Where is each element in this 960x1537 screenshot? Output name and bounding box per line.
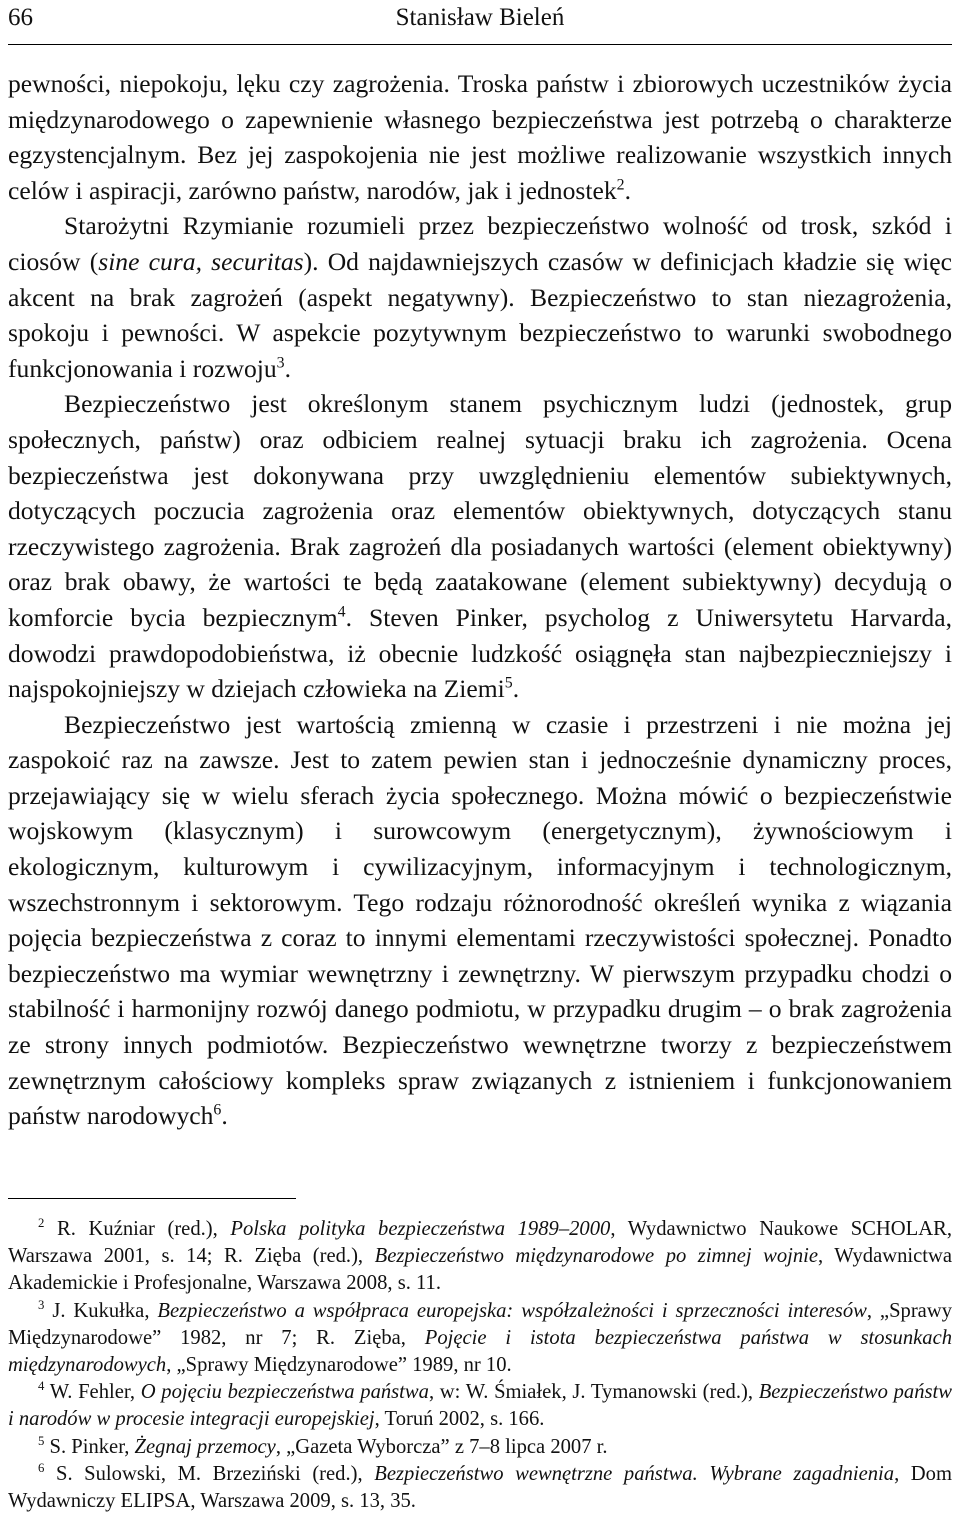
footnote-title: O pojęciu bezpieczeństwa państwa xyxy=(140,1381,429,1404)
paragraph-text: . xyxy=(512,674,520,704)
footnote-number: 5 xyxy=(38,1433,45,1448)
footnote-title: Bezpieczeństwo państw i narodów w procesie integracji europejskiej xyxy=(8,1381,952,1431)
footnote-separator xyxy=(8,1198,296,1199)
footnote-title: Bezpieczeństwo międzynarodowe po zimnej wojnie xyxy=(374,1245,819,1268)
footnote-number: 6 xyxy=(38,1460,45,1475)
footnote-number: 2 xyxy=(38,1216,45,1231)
running-head xyxy=(8,0,952,45)
paragraph-text: . xyxy=(284,353,292,383)
paragraph-text: pewności, niepokoju, lęku czy zagrożenia. Troska państw i zbiorowych uczestników życia międzynarodowego o zapewnienie własnego bezpieczeństwa jest potrzebą o charakterze egzystencjalnym. Bez jej zaspokojenia nie jest możliwe realizowanie wszystkich innych celów i aspiracji, zarówno państw, narodów, jak i jednostek xyxy=(8,69,952,205)
footnote-number: 3 xyxy=(38,1297,45,1312)
footnote-2 xyxy=(8,1216,952,1298)
footnote-ref: 4 xyxy=(337,603,346,621)
footnote-title: Żegnaj przemocy xyxy=(134,1435,276,1458)
footnote-text: , Dom Wydawniczy ELIPSA, Warszawa 2009, s. 13, 35. xyxy=(8,1462,952,1513)
footnote-text: S. Sulowski, M. Brzeziński (red.), xyxy=(44,1462,375,1485)
page-number: 66 xyxy=(8,4,33,31)
footnote-text: , „Gazeta Wyborcza” z 7–8 lipca 2007 r. xyxy=(275,1435,608,1458)
footnote-3 xyxy=(8,1298,952,1380)
paragraph-4 xyxy=(8,707,952,1134)
book-page xyxy=(8,0,953,1513)
latin-term: sine cura, securitas xyxy=(98,246,304,276)
footnote-ref: 3 xyxy=(276,354,285,372)
paragraph-text: . xyxy=(221,1101,228,1131)
footnote-6 xyxy=(8,1461,952,1515)
footnote-ref: 6 xyxy=(213,1101,222,1119)
paragraph-text: . xyxy=(624,175,631,205)
footnote-title: Pojęcie i istota bezpieczeństwa państwa w stosunkach międzynarodowych xyxy=(8,1326,953,1377)
footnote-4 xyxy=(8,1379,952,1433)
paragraph-text: Starożytni Rzymianie rozumieli przez bezpieczeństwo wolność od trosk, szkód i ciosów ( xyxy=(8,211,952,276)
paragraph-text: Bezpieczeństwo jest wartością zmienną w czasie i przestrzeni i nie można jej zaspokoić raz na zawsze. Jest to zatem pewien stan i jednocześnie dynamiczny proces, przejawiający się w wielu sferach życia społecznego. Można mówić o bezpieczeństwie wojskowym (klasycznym) i surowcowym (energetycznym), żywnościowym i ekologicznym, kulturowym i cywilizacyjnym, informacyjnym i technologicznym, wszechstronnym i sektorowym. Tego rodzaju różnorodność określeń wynika z wiązania pojęcia bezpieczeństwa z coraz to innymi elementami rzeczywistości społecznej. Ponadto bezpieczeństwo ma wymiar wewnętrzny i zewnętrzny. W pierwszym przypadku chodzi o stabilność i harmonijny rozwój danego podmiotu, w przypadku drugim – o brak zagrożenia ze strony innych podmiotów. Bezpieczeństwo wewnętrzne tworzy z bezpieczeństwem zewnętrznym całościowy kompleks spraw związanych z istnieniem i funkcjonowaniem państw narodowych xyxy=(8,709,952,1131)
footnote-text: , „Sprawy Międzynarodowe” 1989, nr 10. xyxy=(166,1354,512,1377)
footnote-title: Bezpieczeństwo a współpraca europejska: współzależności i sprzeczności interesów xyxy=(157,1299,867,1322)
footnote-text: , Wydawnictwo Naukowe SCHOLAR, Warszawa 2001, s. 14; R. Zięba (red.), xyxy=(8,1218,952,1268)
footnote-text: , Toruń 2002, s. 166. xyxy=(374,1408,545,1431)
running-head-author: Stanisław Bieleń xyxy=(395,4,565,31)
footnote-number: 4 xyxy=(38,1379,45,1394)
paragraph-text: ). Od najdawniejszych czasów w definicjach kładzie się więc akcent na brak zagrożeń (aspekt negatywny). Bezpieczeństwo to stan niezagrożenia, spokoju i pewności. W aspekcie pozytywnym bezpieczeństwo to warunki swobodnego funkcjonowania i rozwoju xyxy=(8,246,952,383)
footnote-text: J. Kukułka, xyxy=(44,1299,158,1322)
footnote-text: , „Sprawy Międzynarodowe” 1982, nr 7; R. Zięba, xyxy=(8,1299,952,1349)
main-text xyxy=(8,66,952,1134)
footnote-title: Polska polityka bezpieczeństwa 1989–2000 xyxy=(230,1218,611,1240)
footnote-title: Bezpieczeństwo wewnętrzne państwa. Wybrane zagadnienia xyxy=(374,1462,895,1485)
footnotes xyxy=(8,1216,952,1515)
paragraph-3 xyxy=(8,386,952,706)
footnote-text: R. Kuźniar (red.), xyxy=(44,1218,231,1240)
paragraph-2 xyxy=(8,208,952,386)
footnote-text: S. Pinker, xyxy=(44,1435,135,1458)
paragraph-text: . Steven Pinker, psycholog z Uniwersytetu Harvarda, dowodzi prawdopodobieństwa, iż obecnie ludzkość osiągnęła stan najbezpieczniejszy i najspokojniejszy w dziejach człowieka na Ziemi xyxy=(8,602,952,704)
footnote-ref: 2 xyxy=(616,176,625,194)
footnote-ref: 5 xyxy=(504,674,513,692)
paragraph-1 xyxy=(8,66,952,208)
footnote-text: , Wydawnictwa Akademickie i Profesjonalne, Warszawa 2008, s. 11. xyxy=(8,1245,953,1295)
paragraph-text: Bezpieczeństwo jest określonym stanem psychicznym ludzi (jednostek, grup społecznych, państw) oraz odbiciem realnej sytuacji braku ich zagrożenia. Ocena bezpieczeństwa jest dokonywana przy uwzględnieniu elementów subiektywnych, dotyczących poczucia zagrożenia oraz elementów obiektywnych, dotyczących stanu rzeczywistego zagrożenia. Brak zagrożeń dla posiadanych wartości (element obiektywny) oraz brak obawy, że wartości te będą zaatakowane (element subiektywny) decydują o komforcie bycia bezpiecznym xyxy=(8,389,952,632)
footnote-5 xyxy=(8,1434,952,1461)
footnote-text: W. Fehler, xyxy=(44,1381,141,1404)
footnote-text: , w: W. Śmiałek, J. Tymanowski (red.), xyxy=(428,1381,759,1404)
